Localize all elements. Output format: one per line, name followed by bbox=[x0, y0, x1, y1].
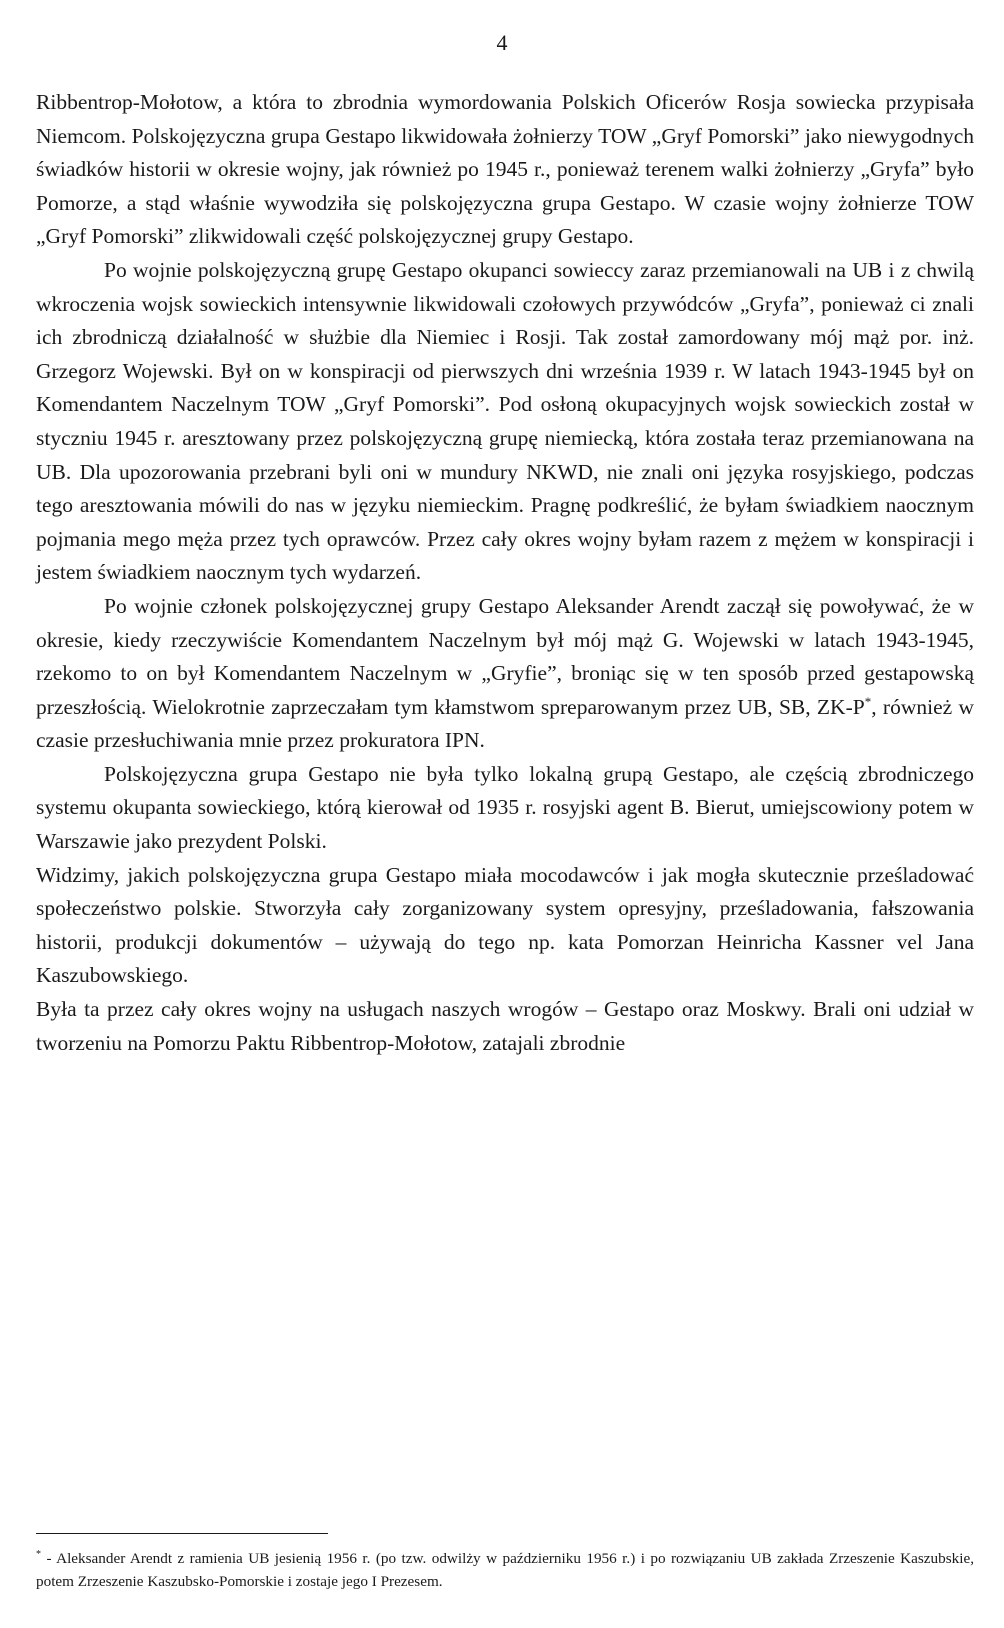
footnote-separator bbox=[36, 1533, 328, 1534]
body-text bbox=[36, 86, 974, 1060]
paragraph-5: Widzimy, jakich polskojęzyczna grupa Gestapo miała mocodawców i jak mogła skutecznie prześladować społeczeństwo polskie. Stworzyła cały zorganizowany system opresyjny, prześladowania, fałszowania historii, produkcji dokumentów – używają do tego np. kata Pomorzan Heinricha Kassner vel Jana Kaszubowskiego. bbox=[36, 862, 974, 988]
paragraph-3 bbox=[36, 590, 974, 758]
footnote-marker: * bbox=[36, 1548, 41, 1560]
footnote-reference: * bbox=[864, 693, 872, 709]
footnote-area bbox=[36, 1548, 974, 1593]
footnote-text: - Aleksander Arendt z ramienia UB jesienią 1956 r. (po tzw. odwilży w październiku 1956 r.) i po rozwiązaniu UB zakłada Zrzeszenie Kaszubskie, potem Zrzeszenie Kaszubsko-Pomorskie i zostaje jego I Prezesem. bbox=[36, 1550, 974, 1590]
paragraph-3-text-after: , również w czasie przesłuchiwania mnie przez prokuratora IPN. bbox=[36, 694, 974, 753]
paragraph-1: Ribbentrop-Mołotow, a która to zbrodnia wymordowania Polskich Oficerów Rosja sowiecka przypisała Niemcom. Polskojęzyczna grupa Gestapo likwidowała żołnierzy TOW „Gryf Pomorski” jako niewygodnych świadków historii w okresie wojny, jak również po 1945 r., ponieważ terenem walki żołnierzy „Gryfa” było Pomorze, a stąd właśnie wywodziła się polskojęzyczna grupa Gestapo. W czasie wojny żołnierze TOW „Gryf Pomorski” zlikwidowali część polskojęzycznej grupy Gestapo. bbox=[36, 90, 974, 249]
paragraph-6: Była ta przez cały okres wojny na usługach naszych wrogów – Gestapo oraz Moskwy. Brali oni udział w tworzeniu na Pomorzu Paktu Ribbentrop-Mołotow, zatajali zbrodnie bbox=[36, 997, 974, 1055]
footnote bbox=[36, 1548, 974, 1593]
paragraph-4: Polskojęzyczna grupa Gestapo nie była tylko lokalną grupą Gestapo, ale częścią zbrodniczego systemu okupanta sowieckiego, którą kierował od 1935 r. rosyjski agent B. Bierut, umiejscowiony potem w Warszawie jako prezydent Polski. bbox=[36, 761, 974, 854]
page-number: 4 bbox=[496, 30, 508, 55]
paragraph-2: Po wojnie polskojęzyczną grupę Gestapo okupanci sowieccy zaraz przemianowali na UB i z chwilą wkroczenia wojsk sowieckich intensywnie likwidowali czołowych przywódców „Gryfa”, ponieważ ci znali ich zbrodniczą działalność w służbie dla Niemiec i Rosji. Tak został zamordowany mój mąż por. inż. Grzegorz Wojewski. Był on w konspiracji od pierwszych dni września 1939 r. W latach 1943-1945 był on Komendantem Naczelnym TOW „Gryf Pomorski”. Pod osłoną okupacyjnych wojsk sowieckich został w styczniu 1945 r. aresztowany przez polskojęzyczną grupę niemiecką, która została teraz przemianowana na UB. Dla upozorowania przebrani byli oni w mundury NKWD, nie znali oni języka rosyjskiego, podczas tego aresztowania mówili do nas w języku niemieckim. Pragnę podkreślić, że byłam świadkiem naocznym pojmania mego męża przez tych oprawców. Przez cały okres wojny byłam razem z mężem w konspiracji i jestem świadkiem naocznym tych wydarzeń. bbox=[36, 257, 974, 585]
paragraph-3-text-before: Po wojnie członek polskojęzycznej grupy Gestapo Aleksander Arendt zaczął się powoływać, że w okresie, kiedy rzeczywiście Komendantem Naczelnym był mój mąż G. Wojewski w latach 1943-1945, rzekomo to on był Komendantem Naczelnym w „Gryfie”, broniąc się w ten sposób przed gestapowską przeszłością. Wielokrotnie zaprzeczałam tym kłamstwom spreparowanym przez UB, SB, ZK-P bbox=[36, 593, 974, 719]
